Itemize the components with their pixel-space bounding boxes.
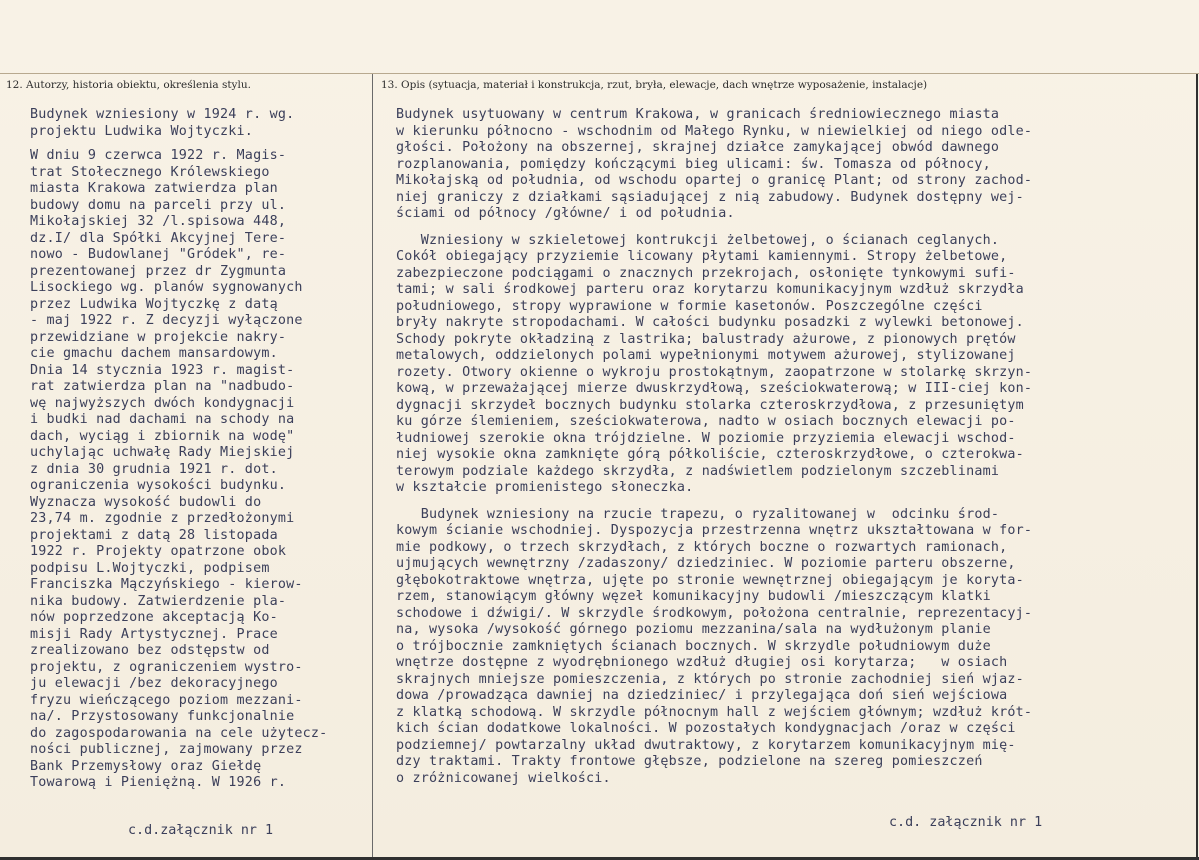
text-line: Towarową i Pieniężną. W 1926 r. <box>30 775 287 790</box>
text-line: projektu, z ograniczeniem wystro- <box>30 659 303 675</box>
text-line: Franciszka Mączyńskiego - kierow- <box>30 577 303 592</box>
text-line: i budki nad dachami na schody na <box>30 412 295 427</box>
text-line: 1922 r. Projekty opatrzone obok <box>30 544 287 559</box>
description-column <box>396 107 1194 787</box>
text-line: przez Ludwika Wojtyczkę z datą <box>30 296 278 312</box>
text-line: dach, wyciąg i zbiornik na wodę" <box>30 428 295 444</box>
text-line: uchylając uchwałę Rady Miejskiej <box>30 445 295 460</box>
text-line: o trójbocznie zamkniętych ścianach bocznych. W skrzydle południowym duże <box>396 638 991 654</box>
text-line: dygnacji skrzydeł bocznych budynku stolarka czteroskrzydłowa, z przesuniętym <box>396 397 1024 413</box>
text-line: skrajnych mniejsze pomieszczenia, z których po stronie zachodniej sień wjaz- <box>396 671 1024 687</box>
text-line: ujmujących wewnętrzny /zadaszony/ dziedziniec. W poziomie parteru obszerne, <box>396 556 1016 571</box>
text-line: - maj 1922 r. Z decyzji wyłączone <box>30 313 303 328</box>
text-line: Wyznacza wysokość budowli do <box>30 494 262 510</box>
text-line: rozplanowania, pomiędzy kończącymi bieg ulicami: św. Tomasza od północy, <box>396 156 991 172</box>
text-line: trat Stołecznego Królewskiego <box>30 164 270 180</box>
authors-history-column <box>30 107 370 792</box>
text-line: łudniowej szerokie okna trójdzielne. W poziomie przyziemia elewacji wschod- <box>396 430 1016 446</box>
text-line: rozety. Otwory okienne o wykroju prostokątnym, zaopatrzone w stolarkę skrzyn- <box>396 364 1033 380</box>
text-line: ograniczenia wysokości budynku. <box>30 478 287 493</box>
text-line: nika budowy. Zatwierdzenie pla- <box>30 593 287 609</box>
text-line: dz.I/ dla Spółki Akcyjnej Tere- <box>30 230 287 246</box>
text-line: mie podkowy, o trzech skrzydłach, z których boczne o rozwartych ramionach, <box>396 539 1008 555</box>
text-line: schodowe i dźwigi/. W skrzydle środkowym, położona centralnie, reprezentacyj- <box>396 605 1033 621</box>
text-line: budowy domu na parceli przy ul. <box>30 197 287 213</box>
text-line: niej wysokie okna zamknięte górą półkoliście, czteroskrzydłowe, o czterokwa- <box>396 447 1024 462</box>
text-line: do zagospodarowania na cele użytecz- <box>30 725 328 741</box>
text-line: Dnia 14 stycznia 1923 r. magist- <box>30 362 295 378</box>
section-13-heading: 13. Opis (sytuacja, materiał i konstrukcja, rzut, bryła, elewacje, dach wnętrze wyposażenie, instalacje) <box>381 79 928 91</box>
text-line: Cokół obiegający przyziemie licowany płytami kamiennymi. Stropy żelbetowe, <box>396 249 1008 264</box>
text-line: w kierunku północno - wschodnim od Małego Rynku, w niewielkiej od niego odle- <box>396 123 1033 139</box>
text-line: projektu Ludwika Wojtyczki. <box>30 123 254 139</box>
text-line: niej graniczy z działkami sąsiadującej z nią zabudowy. Budynek dostępny wej- <box>396 189 1024 205</box>
paragraph-gap <box>396 223 1194 233</box>
text-line: kowym ścianie wschodniej. Dyspozycja przestrzenna wnętrz ukształtowana w for- <box>396 523 1033 538</box>
text-line: 23,74 m. zgodnie z przedłożonymi <box>30 511 295 526</box>
paragraph-gap <box>396 497 1194 507</box>
text-line: południowego, stropy wyprawione w formie kasetonów. Poszczególne części <box>396 298 983 314</box>
text-line: w kształcie promienistego słoneczka. <box>396 480 694 495</box>
text-line: kową, w przeważającej mierze dwuskrzydłową, sześciokwaterową; w III-ciej kon- <box>396 381 1033 396</box>
text-line: z klatką schodową. W skrzydle północnym hall z wejściem głównym; wzdłuż krót- <box>396 704 1033 720</box>
text-line: Budynek wzniesiony w 1924 r. wg. <box>30 107 295 122</box>
text-line: miasta Krakowa zatwierdza plan <box>30 181 278 196</box>
text-line: o zróżnicowanej wielkości. <box>396 770 611 786</box>
text-line: wnętrze dostępne z wyodrębnionego wzdłuż długiej osi korytarza; w osiach <box>396 655 1008 670</box>
text-line: Budynek usytuowany w centrum Krakowa, w granicach średniowiecznego miasta <box>396 107 1000 122</box>
text-line: ku górze ślemieniem, sześciokwaterowa, nadto w osiach bocznych elewacji po- <box>396 414 1016 429</box>
text-line: wę najwyższych dwóch kondygnacji <box>30 395 295 411</box>
text-line: podziemnej/ powtarzalny układ dwutraktowy, z korytarzem komunikacyjnym mię- <box>396 737 1016 753</box>
text-line: projektami z datą 28 listopada <box>30 527 278 543</box>
text-line: na/. Przystosowany funkcjonalnie <box>30 709 295 724</box>
text-line: podpisu L.Wojtyczki, podpisem <box>30 560 270 576</box>
text-line: Budynek wzniesiony na rzucie trapezu, o ryzalitowanej w odcinku środ- <box>396 506 1000 522</box>
text-line: ności publicznej, zajmowany przez <box>30 742 303 757</box>
text-line: z dnia 30 grudnia 1921 r. dot. <box>30 461 278 477</box>
text-line: Mikołajską od południa, od wschodu opartej o granicę Plant; od strony zachod- <box>396 173 1033 188</box>
text-line: Mikołajskiej 32 /l.spisowa 448, <box>30 214 287 229</box>
text-line: fryzu wieńczącego poziom mezzani- <box>30 692 303 708</box>
text-line: Bank Przemysłowy oraz Giełdę <box>30 758 262 774</box>
text-line: dowa /prowadząca dawniej na dziedziniec/ i przylegająca doń sień wejściowa <box>396 688 1008 703</box>
text-line: Schody pokryte okładziną z lastrika; balustrady ażurowe, z pionowych prętów <box>396 331 1016 347</box>
text-line: ju elewacji /bez dekoracyjnego <box>30 676 278 691</box>
text-line: misji Rady Artystycznej. Prace <box>30 626 278 642</box>
text-line: na, wysoka /wysokość górnego poziomu mezzanina/sala na wydłużonym planie <box>396 622 991 637</box>
text-line: ściami od północy /główne/ i od południa. <box>396 206 735 221</box>
text-line: rzem, stanowiącym główny węzeł komunikacyjny budowli /mieszczącym klatki <box>396 589 991 604</box>
text-line: rat zatwierdza plan na "nadbudo- <box>30 379 295 394</box>
text-line: cie gmachu dachem mansardowym. <box>30 346 278 361</box>
header-rule <box>0 73 1199 74</box>
text-line: głości. Położony na obszernej, skrajnej działce zamykającej obwód dawnego <box>396 140 1000 155</box>
column-divider <box>372 74 373 860</box>
section-12-heading: 12. Autorzy, historia obiektu, określenia stylu. <box>6 79 251 91</box>
text-line: bryły nakryte stropodachami. W całości budynku posadzki z wylewki betonowej. <box>396 315 1024 330</box>
text-line: zabezpieczone podciągami o znacznych przekrojach, osłonięte tynkowymi sufi- <box>396 265 1016 281</box>
text-line: nów poprzedzone akceptacją Ko- <box>30 610 278 625</box>
text-line: dzy traktami. Trakty frontowe głębsze, podzielone na szereg pomieszczeń <box>396 754 983 769</box>
text-line: metalowych, oddzielonych polami wypełnionymi motywem ażurowej, stylizowanej <box>396 348 1016 363</box>
text-line: nowo - Budowlanej "Gródek", re- <box>30 247 287 262</box>
paragraph-gap <box>30 140 370 148</box>
left-continuation-note: c.d.załącznik nr 1 <box>128 823 274 838</box>
text-line: Lisockiego wg. planów sygnowanych <box>30 280 303 295</box>
text-line: Wzniesiony w szkieletowej kontrukcji żelbetowej, o ścianach ceglanych. <box>396 232 1000 248</box>
text-line: głębokotraktowe wnętrza, ujęte po stronie wewnętrznej obiegającym je koryta- <box>396 572 1024 588</box>
right-continuation-note: c.d. załącznik nr 1 <box>889 815 1043 830</box>
text-line: kich ścian dodatkowe lokalności. W pozostałych kondygnacjach /oraz w części <box>396 721 1016 736</box>
text-line: zrealizowano bez odstępstw od <box>30 643 270 658</box>
text-line: W dniu 9 czerwca 1922 r. Magis- <box>30 148 287 163</box>
text-line: terowym podziale każdego skrzydła, z nadświetlem podzielonym szczeblinami <box>396 463 1000 479</box>
text-line: przewidziane w projekcie nakry- <box>30 329 287 345</box>
page-right-edge <box>1196 74 1198 860</box>
text-line: prezentowanej przez dr Zygmunta <box>30 263 287 279</box>
text-line: tami; w sali środkowej parteru oraz korytarzu komunikacyjnym wzdłuż skrzydła <box>396 282 1024 297</box>
